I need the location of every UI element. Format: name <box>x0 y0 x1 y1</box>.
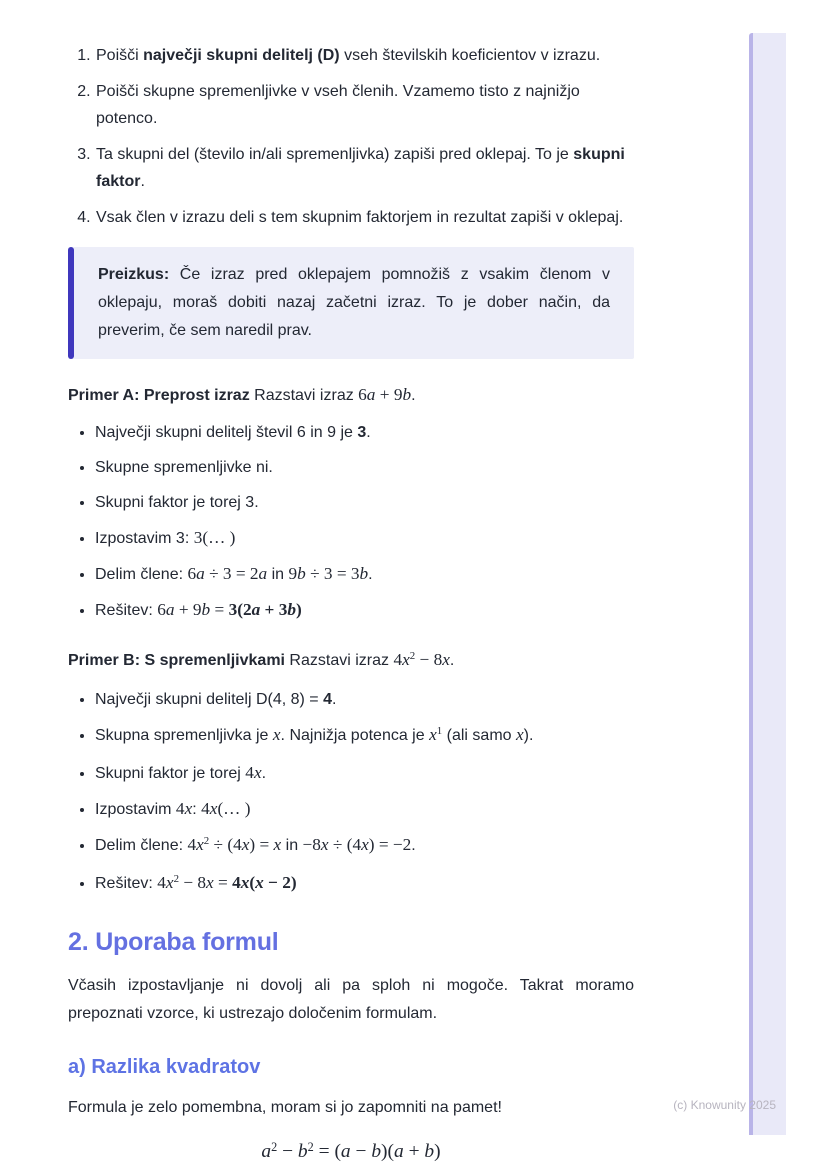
example-a-title: Primer A: Preprost izraz Razstavi izraz 6a + 9b. <box>68 385 416 404</box>
example-b-list <box>68 686 634 899</box>
page-edge-strip <box>749 33 786 1135</box>
step-item: 1. Poišči največji skupni delitelj (D) vseh številskih koeficientov v izrazu. <box>95 42 634 69</box>
step-item: 4. Vsak člen v izrazu deli s tem skupnim faktorjem in rezultat zapiši v oklepaj. <box>95 204 634 231</box>
formula-difference-of-squares: $a^2 - b^2 = (a - b)(a + b)$ <box>261 1139 441 1162</box>
bullet-item: • Rešitev: 6a + 9b = 3(2a + 3b) <box>95 596 634 624</box>
callout-accent-bar <box>68 247 74 359</box>
bullet-item: • Največji skupni delitelj števil 6 in 9 je 3. <box>95 419 634 446</box>
bullet-item: • Rešitev: $4x^2 - 8x = 4x(x - 2)$ <box>95 869 634 899</box>
bullet-item: • Skupni faktor je torej 3. <box>95 489 634 516</box>
section-2-intro: Včasih izpostavljanje ni dovolj ali pa sploh ni mogoče. Takrat moramo prepoznati vzorce, ki ustrezajo določenim formulam. <box>68 977 634 1022</box>
callout-text: Preizkus: Če izraz pred oklepajem pomnožiš z vsakim členom v oklepaju, moraš dobiti nazaj začetni izraz. To je dober način, da preverim, če sem naredil prav. <box>98 266 610 339</box>
bullet-item: • Izpostavim 4x: 4x(… ) <box>95 795 634 823</box>
document-content <box>68 42 634 1166</box>
steps-list <box>68 42 634 231</box>
bullet-item: • Izpostavim 3: 3(… ) <box>95 524 634 552</box>
bullet-item: • Skupni faktor je torej 4x. <box>95 759 634 787</box>
section-2-heading: 2. Uporaba formul <box>68 928 279 956</box>
subsection-a-heading: a) Razlika kvadratov <box>68 1056 261 1078</box>
step-item: 3. Ta skupni del (število in/ali spremenljivka) zapiši pred oklepaj. To je skupni faktor. <box>95 141 634 195</box>
bullet-item: • Delim člene: $4x^2 \div (4x) = x$ in −8x ÷ (4x) = −2. <box>95 831 634 861</box>
step-item: 2. Poišči skupne spremenljivke v vseh členih. Vzamemo tisto z najnižjo potenco. <box>95 78 634 132</box>
example-b-title: Primer B: S spremenljivkami Razstavi izraz $4x^2 - 8x$. <box>68 650 455 669</box>
subsection-a-note: Formula je zelo pomembna, moram si jo zapomniti na pamet! <box>68 1099 502 1116</box>
bullet-item: • Največji skupni delitelj D(4, 8) = 4. <box>95 686 634 713</box>
callout-preizkus <box>68 247 634 359</box>
example-a-list <box>68 419 634 624</box>
bullet-item: • Skupna spremenljivka je x. Najnižja potenca je $x^1$ (ali samo x). <box>95 721 634 751</box>
bullet-item: • Delim člene: 6a ÷ 3 = 2a in 9b ÷ 3 = 3b. <box>95 560 634 588</box>
watermark: (c) Knowunity 2025 <box>673 1098 776 1112</box>
bullet-item: • Skupne spremenljivke ni. <box>95 454 634 481</box>
